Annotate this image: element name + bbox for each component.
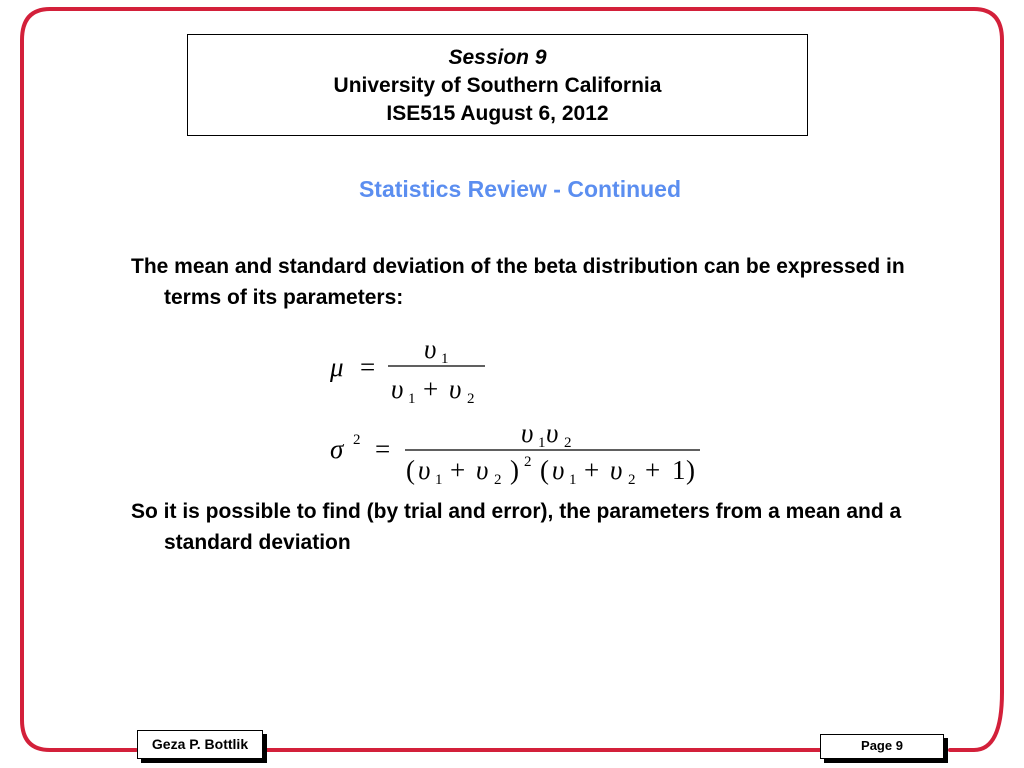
var-den-rparen1: ) <box>510 455 519 485</box>
session-label: Session 9 <box>448 46 547 69</box>
var-num-sub2: 2 <box>564 435 572 451</box>
mean-den-plus: + <box>423 374 439 404</box>
var-den-plus2: + <box>584 455 600 485</box>
var-den-plus3: + <box>645 455 661 485</box>
university-label: University of Southern California <box>333 74 662 97</box>
var-num-nu2: υ <box>546 418 559 448</box>
var-den-sub1: 1 <box>435 472 443 488</box>
mean-den-nu2: υ <box>449 374 462 404</box>
body-paragraph-1: The mean and standard deviation of the beta distribution can be expressed in terms of its parameters: <box>131 255 905 309</box>
var-den-sub4: 2 <box>628 472 636 488</box>
sigma-symbol: σ <box>330 434 344 464</box>
mean-den-sub2: 2 <box>467 391 475 407</box>
var-den-nu4: υ <box>610 455 623 485</box>
mean-den-nu1: υ <box>391 374 404 404</box>
footer-page-number: Page 9 <box>820 734 944 759</box>
var-den-nu2: υ <box>476 455 489 485</box>
var-den-lparen1: ( <box>406 455 415 485</box>
var-den-one: 1 <box>672 455 686 485</box>
sigma-exponent: 2 <box>353 432 361 448</box>
var-den-lparen2: ( <box>540 455 549 485</box>
var-den-exponent: 2 <box>524 454 532 470</box>
course-label: ISE515 August 6, 2012 <box>386 102 609 125</box>
body-paragraph-2: So it is possible to find (by trial and error), the parameters from a mean and a standard deviation <box>131 500 902 554</box>
mean-num-sub: 1 <box>441 351 449 367</box>
variance-equation <box>330 418 700 488</box>
var-num-sub1: 1 <box>538 435 546 451</box>
mean-den-sub1: 1 <box>408 391 416 407</box>
var-den-nu1: υ <box>418 455 431 485</box>
mean-num-nu: υ <box>424 334 437 364</box>
var-num-nu1: υ <box>521 418 534 448</box>
var-den-nu3: υ <box>552 455 565 485</box>
var-den-plus1: + <box>450 455 466 485</box>
slide-title: Statistics Review - Continued <box>358 176 682 202</box>
mean-equation <box>329 334 485 407</box>
mu-symbol: μ <box>330 352 344 382</box>
var-den-sub3: 1 <box>569 472 577 488</box>
mean-equals: = <box>360 352 376 382</box>
var-den-sub2: 2 <box>494 472 502 488</box>
var-den-rparen2: ) <box>686 455 695 485</box>
footer-author: Geza P. Bottlik <box>137 730 263 759</box>
var-equals: = <box>375 434 391 464</box>
